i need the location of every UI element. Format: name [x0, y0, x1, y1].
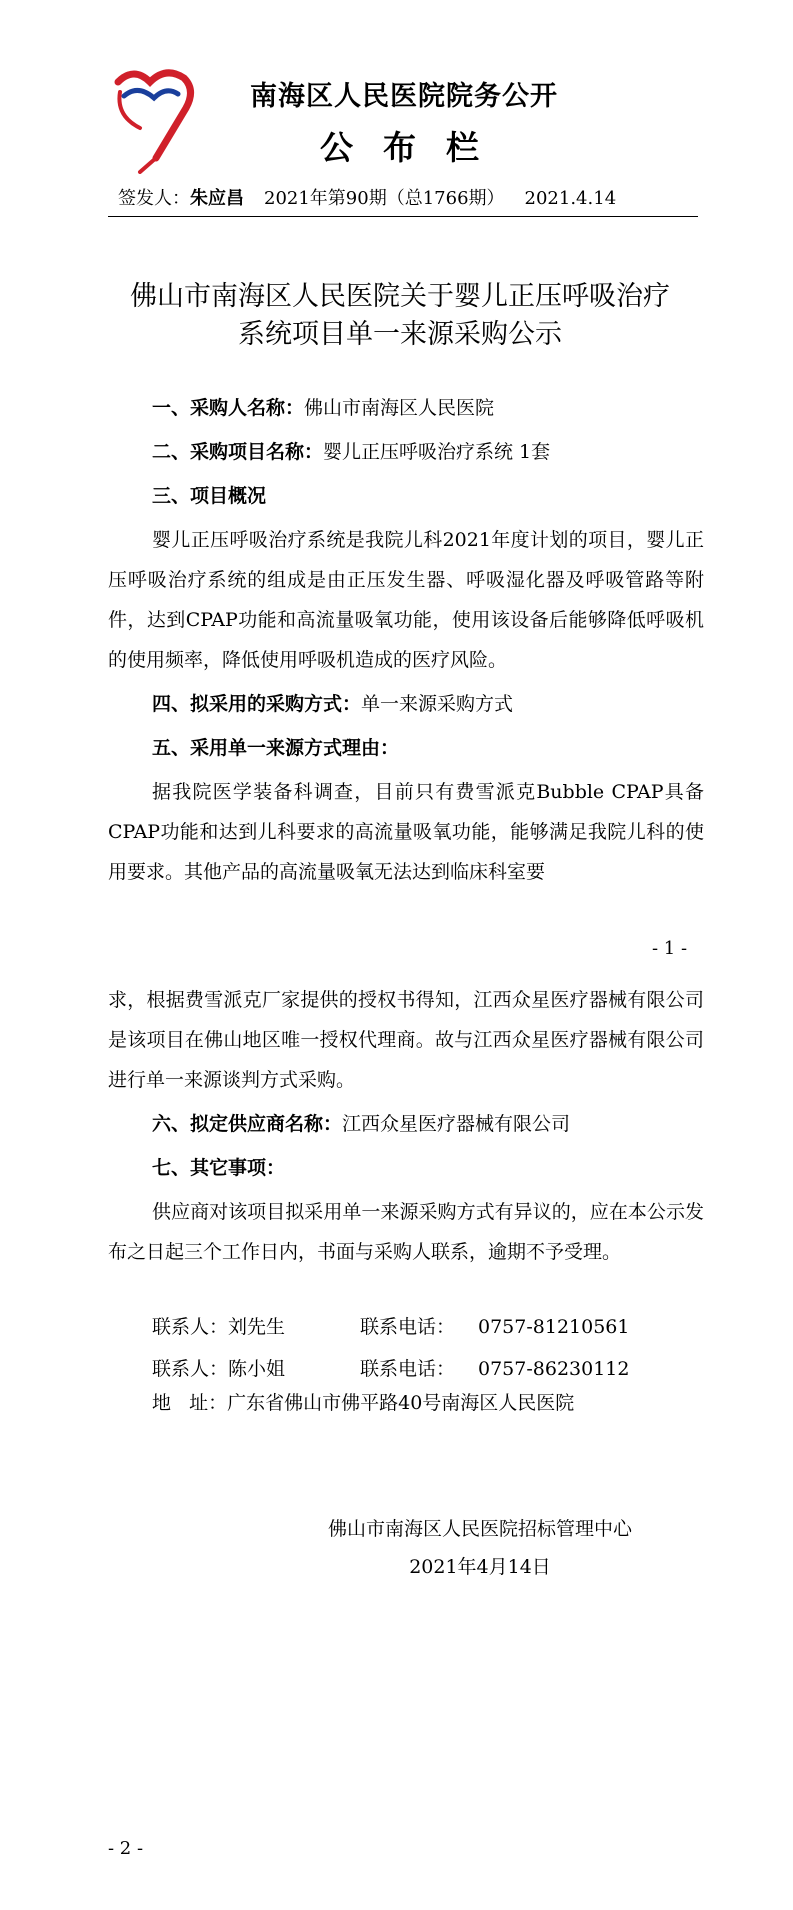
page-number-2: - 2 - — [108, 1838, 144, 1859]
hospital-logo-icon — [110, 66, 202, 174]
header-org-name: 南海区人民医院院务公开 — [250, 81, 558, 112]
issue-number: 2021年第90期（总1766期） — [264, 188, 505, 209]
footer-date: 2021年4月14日 — [409, 1556, 551, 1578]
contact-row-2 — [152, 1354, 629, 1381]
title-line-1: 佛山市南海区人民医院关于婴儿正压呼吸治疗 — [130, 281, 670, 312]
title-line-2: 系统项目单一来源采购公示 — [238, 319, 562, 350]
section-7-body: 供应商对该项目拟采用单一来源采购方式有异议的，应在本公示发布之日起三个工作日内，书面与采购人联系，逾期不予受理。 — [108, 1201, 704, 1263]
contact-phone-label-2: 联系电话： — [360, 1358, 456, 1380]
section-5-heading — [108, 728, 704, 768]
section-3-heading — [108, 476, 704, 516]
section-5-body-part1: 据我院医学装备科调查，目前只有费雪派克Bubble CPAP具备CPAP功能和达到儿科要求的高流量吸氧功能，能够满足我院儿科的使用要求。其他产品的高流量吸氧无法达到临床科室要 — [108, 781, 704, 883]
section-1-label: 一、采购人名称： — [152, 397, 305, 419]
section-2 — [108, 432, 704, 472]
section-6-value: 江西众星医疗器械有限公司 — [342, 1113, 571, 1135]
contact-person-1: 联系人：刘先生 — [152, 1316, 286, 1338]
page-number-1: - 1 - — [652, 938, 688, 959]
section-6 — [108, 1104, 704, 1144]
issue-date: 2021.4.14 — [524, 188, 617, 209]
document-title — [100, 278, 700, 354]
body-page-2 — [108, 980, 704, 1272]
issue-line — [118, 184, 698, 210]
address-line: 地 址：广东省佛山市佛平路40号南海区人民医院 — [152, 1392, 575, 1414]
section-2-label: 二、采购项目名称： — [152, 441, 324, 463]
contact-phone-2: 0757-86230112 — [478, 1358, 630, 1380]
contact-phone-label-1: 联系电话： — [360, 1316, 456, 1338]
section-3-body: 婴儿正压呼吸治疗系统是我院儿科2021年度计划的项目，婴儿正压呼吸治疗系统的组成是由正压发生器、呼吸湿化器及呼吸管路等附件，达到CPAP功能和高流量吸氧功能，使用该设备后能够降低呼吸机的使用频率，降低使用呼吸机造成的医疗风险。 — [108, 529, 704, 671]
section-1-value: 佛山市南海区人民医院 — [304, 397, 495, 419]
signer-name: 朱应昌 — [190, 188, 244, 209]
signer-label: 签发人： — [118, 188, 190, 209]
header-board-name: 公布栏 — [320, 128, 509, 167]
section-4 — [108, 684, 704, 724]
footer-issuer: 佛山市南海区人民医院招标管理中心 — [327, 1518, 632, 1540]
section-7-heading — [108, 1148, 704, 1188]
body-page-1 — [108, 388, 704, 892]
section-2-value: 婴儿正压呼吸治疗系统 1套 — [323, 441, 551, 463]
contact-person-2: 联系人：陈小姐 — [152, 1358, 286, 1380]
contact-row-1 — [152, 1312, 629, 1339]
section-3-label: 三、项目概况 — [152, 485, 267, 507]
contact-phone-1: 0757-81210561 — [478, 1316, 630, 1338]
section-4-value: 单一来源采购方式 — [361, 693, 514, 715]
section-4-label: 四、拟采用的采购方式： — [152, 693, 362, 715]
section-5-label: 五、采用单一来源方式理由： — [152, 737, 400, 759]
section-6-label: 六、拟定供应商名称： — [152, 1113, 343, 1135]
section-7-label: 七、其它事项： — [152, 1157, 286, 1179]
header-divider — [108, 216, 698, 217]
section-1 — [108, 388, 704, 428]
section-5-body-part2: 求，根据费雪派克厂家提供的授权书得知，江西众星医疗器械有限公司是该项目在佛山地区唯一授权代理商。故与江西众星医疗器械有限公司进行单一来源谈判方式采购。 — [108, 989, 704, 1091]
